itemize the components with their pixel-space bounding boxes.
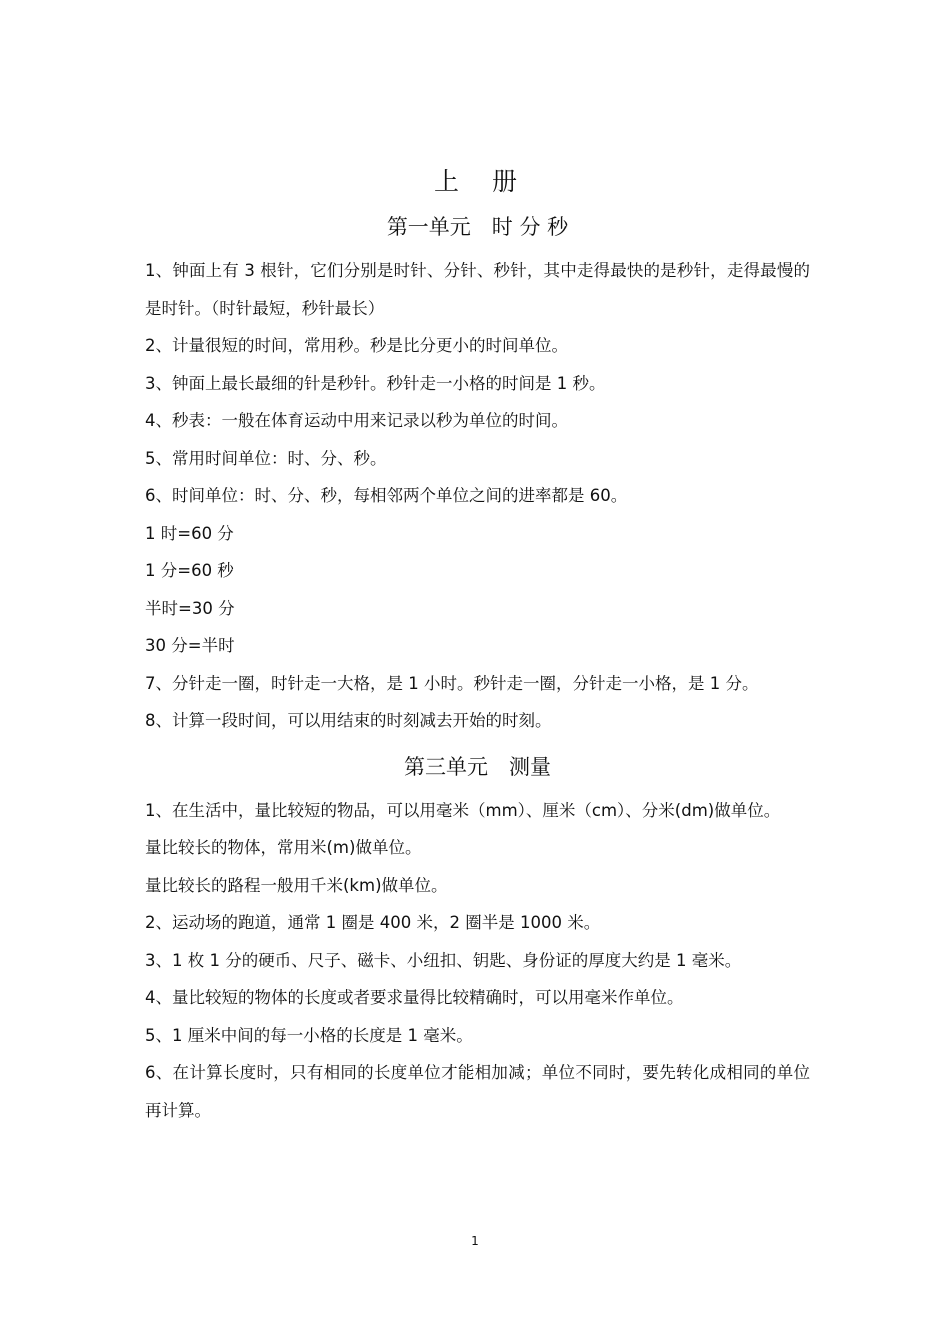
paragraph: 3、1 枚 1 分的硬币、尺子、磁卡、小纽扣、钥匙、身份证的厚度大约是 1 毫米。 [145, 950, 742, 970]
paragraph: 量比较长的路程一般用千米(km)做单位。 [145, 875, 448, 895]
paragraph: 1、钟面上有 3 根针，它们分别是时针、分针、秒针，其中走得最快的是秒针，走得最慢的是时针。（时针最短，秒针最长） [145, 261, 810, 318]
conversion-line: 半时=30 分 [145, 598, 235, 618]
paragraph: 4、秒表：一般在体育运动中用来记录以秒为单位的时间。 [145, 411, 568, 430]
conversion-line: 1 时=60 分 [145, 523, 234, 543]
paragraph: 6、在计算长度时，只有相同的长度单位才能相加减；单位不同时，要先转化成相同的单位再计算。 [145, 1063, 810, 1120]
section-heading: 第一单元 时 分 秒 [386, 215, 569, 239]
conversion-line: 1 分=60 秒 [145, 561, 234, 580]
document-title: 上 册 [433, 167, 521, 196]
paragraph: 5、常用时间单位：时、分、秒。 [145, 448, 387, 468]
paragraph: 1、在生活中，量比较短的物品，可以用毫米（mm）、厘米（cm）、分米(dm)做单位。 [145, 800, 781, 820]
paragraph: 2、运动场的跑道，通常 1 圈是 400 米，2 圈半是 1000 米。 [145, 913, 601, 932]
paragraph: 4、量比较短的物体的长度或者要求量得比较精确时，可以用毫米作单位。 [145, 988, 684, 1007]
paragraph: 3、钟面上最长最细的针是秒针。秒针走一小格的时间是 1 秒。 [145, 373, 606, 393]
paragraph: 8、计算一段时间，可以用结束的时刻减去开始的时刻。 [145, 711, 552, 730]
page-content [145, 160, 810, 1129]
paragraph: 7、分针走一圈，时针走一大格，是 1 小时。秒针走一圈，分针走一小格，是 1 分。 [145, 673, 759, 693]
paragraph: 6、时间单位：时、分、秒，每相邻两个单位之间的进率都是 60。 [145, 486, 628, 505]
page-number: 1 [471, 1234, 479, 1248]
section-heading: 第三单元 测量 [404, 754, 551, 779]
conversion-line: 30 分=半时 [145, 636, 235, 655]
paragraph: 量比较长的物体，常用米(m)做单位。 [145, 838, 422, 857]
paragraph: 5、1 厘米中间的每一小格的长度是 1 毫米。 [145, 1025, 473, 1045]
paragraph: 2、计量很短的时间，常用秒。秒是比分更小的时间单位。 [145, 336, 568, 355]
